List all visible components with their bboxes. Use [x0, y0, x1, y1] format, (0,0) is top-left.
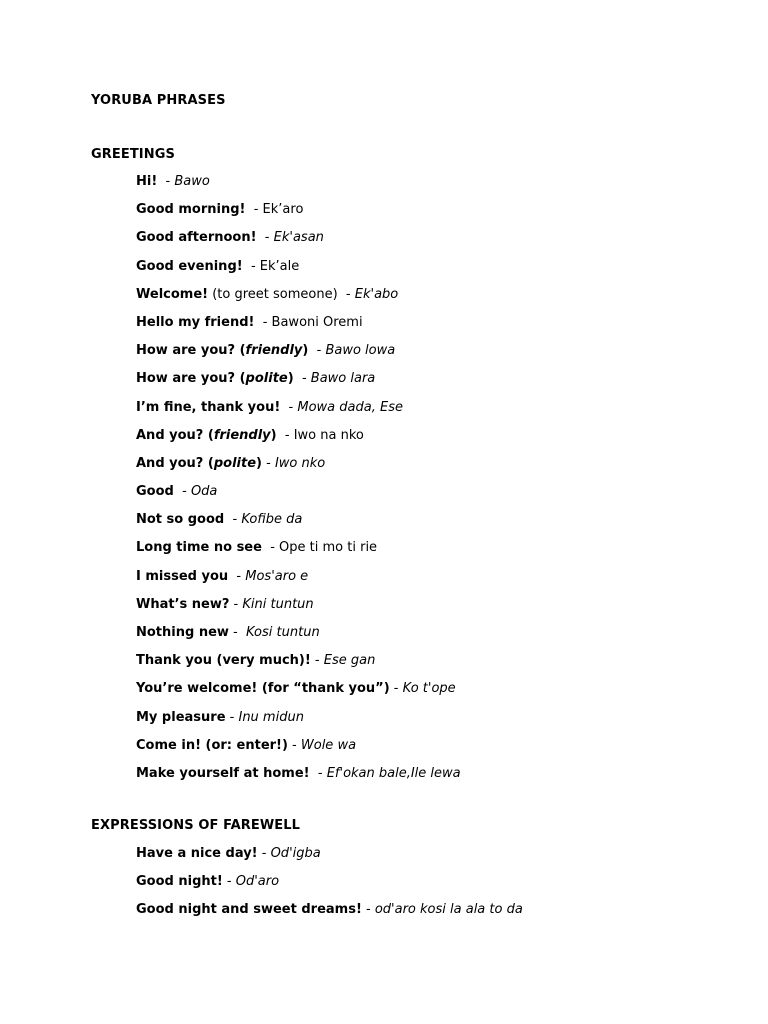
english-phrase: Good evening!: [136, 258, 243, 274]
phrase-row: [136, 286, 461, 314]
yoruba-translation: Ope ti mo ti rie: [279, 540, 378, 556]
english-phrase: Good: [136, 484, 174, 500]
phrase-separator: -: [361, 902, 375, 918]
phrase-row: [136, 342, 461, 370]
phrase-separator: -: [224, 512, 242, 528]
yoruba-translation: Bawo: [174, 174, 210, 189]
phrase-row: [136, 873, 523, 901]
english-phrase-prefix: And you? (: [136, 455, 214, 471]
phrase-row: [136, 483, 461, 511]
yoruba-translation: Inu midun: [238, 709, 304, 725]
yoruba-translation: Ek’ale: [259, 258, 300, 274]
phrase-separator: - B: [254, 314, 281, 330]
phrase-row: [136, 455, 461, 483]
usage-note: (to greet someone): [208, 286, 342, 302]
english-phrase: Hi!: [136, 174, 158, 189]
yoruba-translation: Od'aro: [235, 874, 280, 890]
english-phrase: [136, 428, 277, 443]
register-label: friendly: [213, 427, 271, 443]
yoruba-translation: Ko t'ope: [402, 681, 456, 697]
farewell-phrase-list: [136, 845, 523, 930]
phrase-row: [136, 539, 461, 567]
phrase-row: [136, 229, 461, 257]
yoruba-translation: Od'igba: [270, 846, 321, 861]
phrase-separator: -: [309, 765, 327, 781]
phrase-row: [136, 709, 461, 737]
english-phrase: I missed you: [136, 568, 229, 584]
english-phrase: Good morning!: [136, 202, 246, 218]
yoruba-translation: Mos'aro e: [245, 568, 309, 584]
phrase-separator: -: [293, 371, 311, 387]
phrase-row: [136, 201, 461, 229]
yoruba-translation: od'aro kosi la ala to da: [374, 902, 523, 918]
phrase-row: [136, 901, 523, 929]
document-title: YORUBA PHRASES: [91, 93, 226, 108]
register-label: polite: [245, 371, 288, 387]
phrase-separator: -: [157, 174, 175, 189]
phrase-separator: -: [261, 455, 275, 471]
phrase-separator: -: [308, 343, 326, 359]
yoruba-translation: Kofibe da: [241, 512, 303, 528]
phrase-separator: -: [257, 846, 271, 861]
yoruba-translation: Mowa dada, Ese: [297, 399, 403, 415]
phrase-separator: -: [276, 427, 294, 443]
english-phrase-suffix: ): [287, 371, 294, 387]
english-phrase: [136, 371, 294, 386]
phrase-row: [136, 765, 461, 793]
phrase-row: [136, 596, 461, 624]
english-phrase-suffix: ): [256, 455, 262, 471]
yoruba-translation: Iwo nko: [274, 455, 326, 471]
english-phrase-prefix: How are you? (: [136, 343, 246, 359]
phrase-separator: -: [256, 230, 274, 246]
yoruba-translation: Kini tuntun: [242, 596, 314, 612]
english-phrase-prefix: And you? (: [136, 427, 214, 443]
yoruba-translation: Bawo lowa: [325, 343, 396, 359]
yoruba-translation: Bawo lara: [310, 371, 376, 387]
english-phrase: My pleasure: [136, 709, 226, 725]
english-phrase: Come in! (or: enter!): [136, 737, 288, 753]
phrase-row: [136, 624, 461, 652]
phrase-separator: -: [310, 653, 324, 669]
english-phrase: You’re welcome! (for “thank you”): [136, 681, 390, 697]
phrase-row: [136, 568, 461, 596]
english-phrase: What’s new?: [136, 596, 230, 612]
phrase-separator: -: [242, 258, 260, 274]
english-phrase: Good afternoon!: [136, 230, 257, 246]
yoruba-translation: Iwo na nko: [293, 427, 364, 443]
phrase-separator: -: [228, 625, 246, 640]
yoruba-translation: Oda: [190, 484, 218, 500]
register-label: friendly: [245, 343, 303, 359]
phrase-separator: -: [245, 202, 263, 218]
phrase-separator: -: [389, 681, 403, 697]
english-phrase: Make yourself at home!: [136, 765, 310, 781]
yoruba-translation: Wole wa: [300, 737, 357, 753]
yoruba-translation: Ek'abo: [354, 286, 399, 302]
phrase-separator: -: [225, 709, 239, 725]
phrase-separator: -: [261, 540, 280, 556]
yoruba-translation: Ese gan: [323, 653, 376, 669]
phrase-separator: -: [228, 568, 246, 584]
english-phrase-suffix: ): [270, 427, 277, 443]
yoruba-translation: Kosi tuntun: [246, 625, 320, 640]
english-phrase-suffix: ): [302, 343, 309, 359]
register-label: polite: [213, 455, 257, 471]
phrase-separator: -: [222, 874, 236, 890]
yoruba-translation: awoni Oremi: [280, 314, 363, 330]
phrase-row: [136, 737, 461, 765]
phrase-row: [136, 314, 461, 342]
english-phrase: Welcome!: [136, 286, 209, 302]
phrase-separator: -: [229, 596, 243, 612]
phrase-row: [136, 427, 461, 455]
phrase-row: [136, 370, 461, 398]
phrase-separator: -: [173, 484, 191, 500]
phrase-separator: -: [280, 399, 298, 415]
phrase-separator: -: [287, 737, 301, 753]
phrase-row: [136, 258, 461, 286]
english-phrase: Long time no see: [136, 540, 262, 556]
section-heading-farewell: EXPRESSIONS OF FAREWELL: [91, 818, 301, 833]
phrase-row: [136, 173, 461, 201]
english-phrase: [136, 456, 262, 471]
yoruba-translation: Ek'asan: [273, 230, 324, 246]
phrase-row: [136, 399, 461, 427]
english-phrase: [136, 343, 308, 358]
phrase-row: [136, 845, 523, 873]
english-phrase: Not so good: [136, 512, 225, 528]
phrase-separator: -: [341, 286, 355, 302]
english-phrase-prefix: How are you? (: [136, 371, 246, 387]
yoruba-translation: Ek’aro: [262, 202, 304, 218]
english-phrase: Hello my friend!: [136, 314, 255, 330]
english-phrase: I’m fine, thank you!: [136, 399, 281, 415]
section-heading-greetings: GREETINGS: [91, 147, 175, 162]
english-phrase: Have a nice day!: [136, 846, 258, 861]
english-phrase: Thank you (very much)!: [136, 653, 311, 669]
english-phrase: Good night!: [136, 874, 223, 890]
phrase-row: [136, 680, 461, 708]
english-phrase: Good night and sweet dreams!: [136, 902, 362, 918]
greetings-phrase-list: [136, 173, 461, 793]
phrase-row: [136, 652, 461, 680]
english-phrase: Nothing new: [136, 625, 229, 640]
yoruba-translation: Ef'okan bale,Ile lewa: [326, 765, 461, 781]
phrase-row: [136, 511, 461, 539]
